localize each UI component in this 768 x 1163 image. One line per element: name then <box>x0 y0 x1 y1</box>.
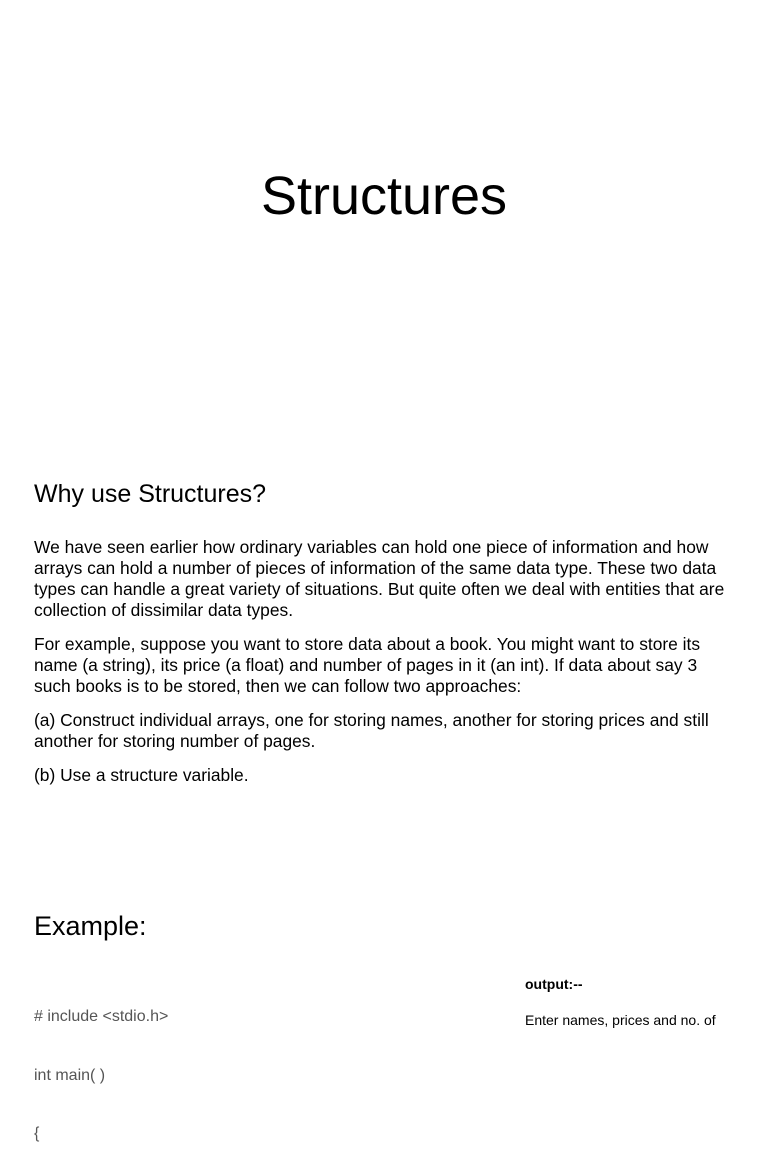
code-line: # include <stdio.h> <box>34 1008 169 1025</box>
output-text: Enter names, prices and no. of <box>525 1012 716 1028</box>
output-label: output:-- <box>525 976 583 992</box>
slide-title: Structures <box>260 166 508 226</box>
section-heading-why-use-structures: Why use Structures? <box>34 480 267 508</box>
code-line: int main( ) <box>34 1066 106 1084</box>
paragraph: (a) Construct individual arrays, one for storing names, another for storing prices and still another for storing number of pages. <box>34 710 709 751</box>
paragraph: For example, suppose you want to store data about a book. You might want to store its name (a string), its price (a float) and number of pages in it (an int). If data about say 3 such books is to be stored, then we can follow two approaches: <box>34 634 701 696</box>
paragraph: We have seen earlier how ordinary variables can hold one piece of information and how arrays can hold a number of pieces of information of the same data type. These two data types can handle a great variety of situations. But quite often we deal with entities that are collection of dissimilar data types. <box>34 537 725 620</box>
paragraph: (b) Use a structure variable. <box>34 765 249 785</box>
section-heading-example: Example: <box>34 911 147 941</box>
code-line: { <box>34 1125 40 1142</box>
code-block <box>34 968 168 1163</box>
